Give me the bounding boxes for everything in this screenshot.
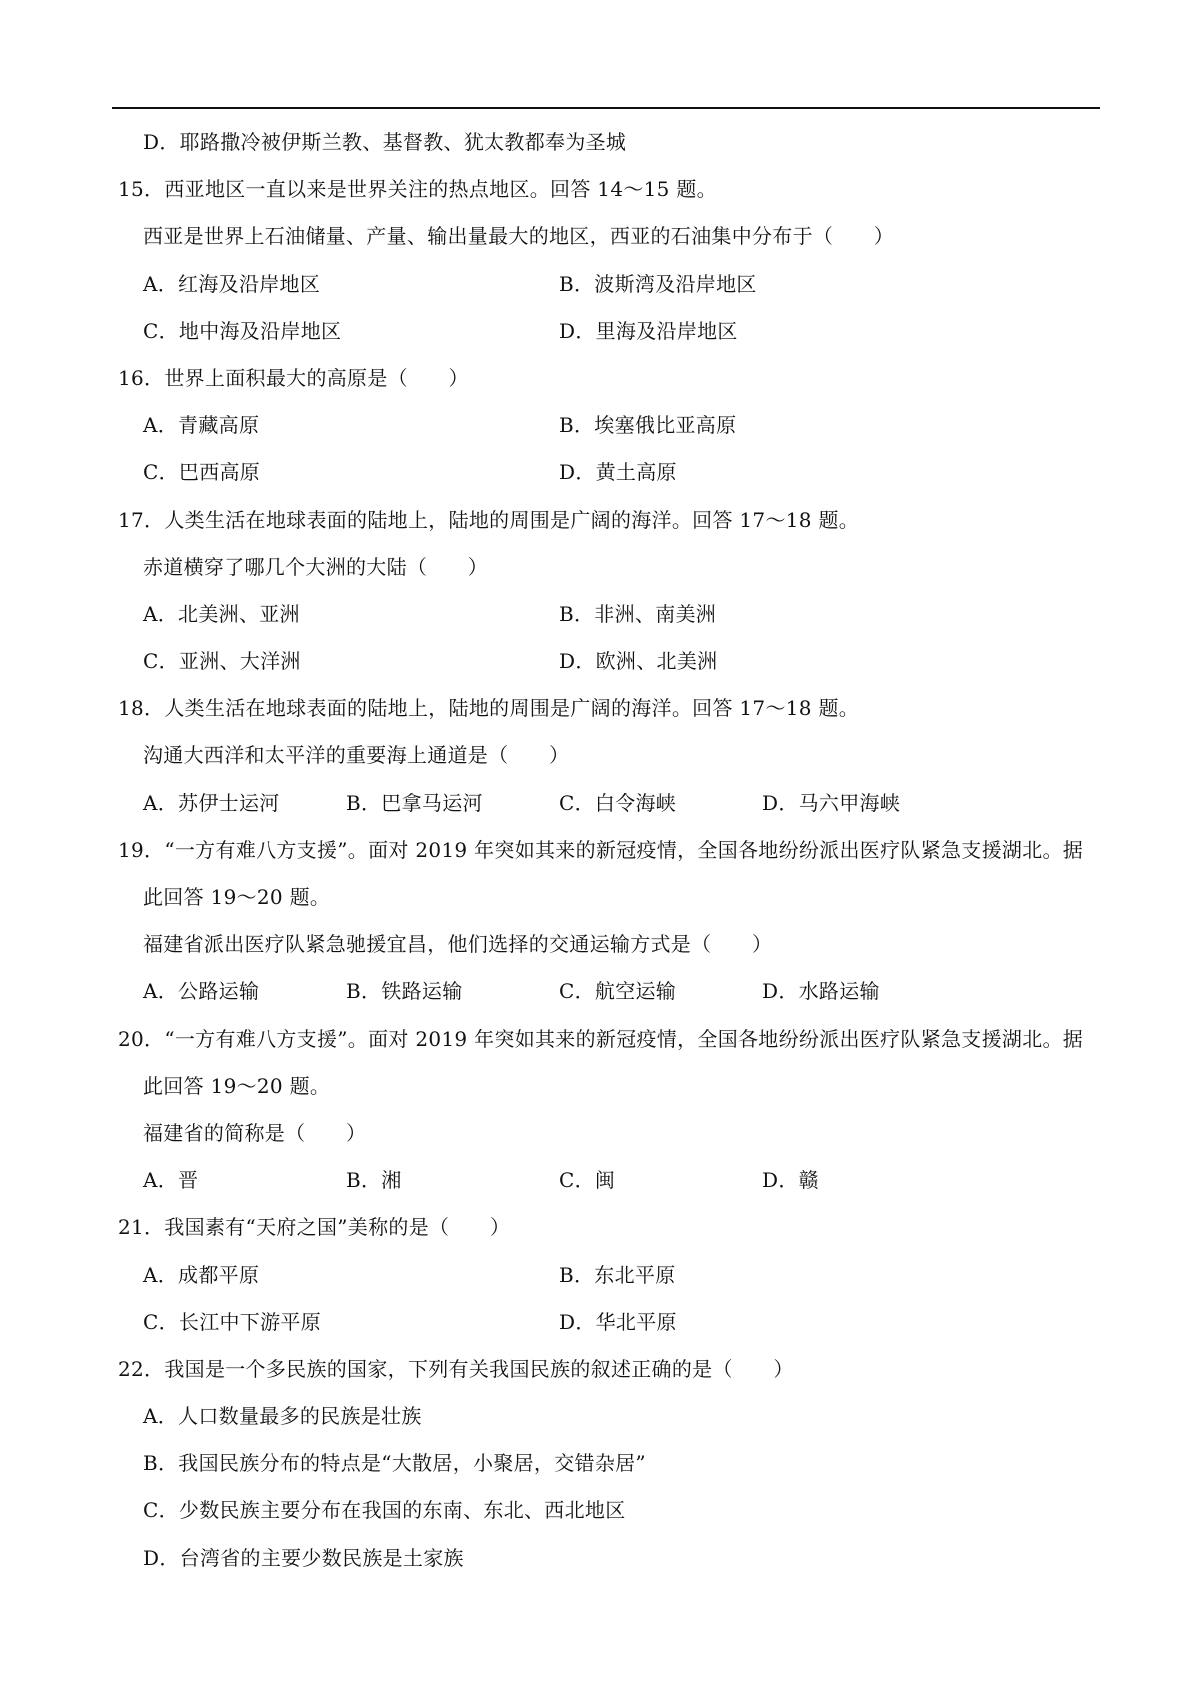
option-c[interactable]: C．亚洲、大洋洲 — [143, 649, 301, 674]
option-a[interactable]: A．公路运输 — [143, 979, 260, 1004]
question-stem: 18．人类生活在地球表面的陆地上，陆地的周围是广阔的海洋。回答 17～18 题。 — [118, 696, 860, 721]
option-d[interactable]: D．欧洲、北美洲 — [559, 649, 718, 674]
option-a[interactable]: A．北美洲、亚洲 — [143, 601, 300, 626]
options-row — [0, 780, 1200, 827]
option-a[interactable]: A．苏伊士运河 — [143, 790, 280, 815]
option-a[interactable]: A．青藏高原 — [143, 413, 260, 438]
question-16 — [0, 355, 1200, 497]
question-20 — [0, 1016, 1200, 1205]
option-d[interactable]: D．黄土高原 — [559, 460, 677, 485]
question-stem: 19．“一方有难八方支援”。面对 2019 年突如其来的新冠疫情，全国各地纷纷派出医疗队紧急支援湖北。据 — [118, 837, 1084, 862]
question-17 — [0, 497, 1200, 686]
option-a[interactable]: A．红海及沿岸地区 — [143, 271, 321, 296]
carryover-option: D．耶路撒冷被伊斯兰教、基督教、犹太教都奉为圣城 — [143, 130, 627, 154]
option-a[interactable]: A．人口数量最多的民族是壮族 — [143, 1404, 422, 1429]
option-b[interactable]: B．埃塞俄比亚高原 — [559, 413, 737, 438]
option-d[interactable]: D．台湾省的主要少数民族是土家族 — [143, 1545, 464, 1570]
option-b[interactable]: B．湘 — [346, 1168, 402, 1193]
option-d[interactable]: D．马六甲海峡 — [762, 790, 901, 815]
options-row — [0, 402, 1200, 449]
option-c[interactable]: C．航空运输 — [559, 979, 677, 1004]
option-b[interactable]: B．非洲、南美洲 — [559, 601, 717, 626]
question-19 — [0, 827, 1200, 1016]
question-21 — [0, 1204, 1200, 1346]
question-sub: 福建省派出医疗队紧急驰援宜昌，他们选择的交通运输方式是（ ） — [143, 932, 773, 957]
option-d[interactable]: D．水路运输 — [762, 979, 880, 1004]
question-stem-continued: 此回答 19～20 题。 — [143, 885, 331, 909]
question-sub: 西亚是世界上石油储量、产量、输出量最大的地区，西亚的石油集中分布于（ ） — [143, 224, 895, 249]
option-c[interactable]: C．地中海及沿岸地区 — [143, 318, 342, 343]
question-stem: 15．西亚地区一直以来是世界关注的热点地区。回答 14～15 题。 — [118, 177, 717, 202]
question-sub: 赤道横穿了哪几个大洲的大陆（ ） — [143, 554, 489, 579]
header-rule — [112, 107, 1100, 109]
option-c[interactable]: C．巴西高原 — [143, 460, 261, 485]
question-18 — [0, 685, 1200, 827]
option-c[interactable]: C．长江中下游平原 — [143, 1309, 322, 1334]
question-sub: 沟通大西洋和太平洋的重要海上通道是（ ） — [143, 743, 570, 768]
options-row — [0, 1299, 1200, 1346]
options-row — [0, 261, 1200, 308]
question-stem: 21．我国素有“天府之国”美称的是（ ） — [118, 1215, 511, 1240]
option-a[interactable]: A．晋 — [143, 1168, 199, 1193]
option-b[interactable]: B．铁路运输 — [346, 979, 463, 1004]
options-row — [0, 968, 1200, 1015]
option-c[interactable]: C．少数民族主要分布在我国的东南、东北、西北地区 — [143, 1498, 626, 1523]
options-row — [0, 638, 1200, 685]
question-sub: 福建省的简称是（ ） — [143, 1120, 367, 1145]
question-stem: 20．“一方有难八方支援”。面对 2019 年突如其来的新冠疫情，全国各地纷纷派出医疗队紧急支援湖北。据 — [118, 1026, 1084, 1051]
question-stem: 17．人类生活在地球表面的陆地上，陆地的周围是广阔的海洋。回答 17～18 题。 — [118, 507, 860, 532]
options-row — [0, 1157, 1200, 1204]
question-stem: 16．世界上面积最大的高原是（ ） — [118, 365, 469, 390]
question-15 — [0, 166, 1200, 355]
question-list — [0, 119, 1200, 1582]
options-row — [0, 591, 1200, 638]
question-stem-continued: 此回答 19～20 题。 — [143, 1073, 331, 1098]
option-c[interactable]: C．闽 — [559, 1168, 616, 1193]
options-row — [0, 308, 1200, 355]
option-c[interactable]: C．白令海峡 — [559, 790, 677, 815]
option-d[interactable]: D．华北平原 — [559, 1309, 677, 1334]
option-b[interactable]: B．东北平原 — [559, 1262, 676, 1287]
question-22 — [0, 1346, 1200, 1582]
question-stem: 22．我国是一个多民族的国家，下列有关我国民族的叙述正确的是（ ） — [118, 1356, 794, 1381]
options-row — [0, 1252, 1200, 1299]
options-row — [0, 449, 1200, 496]
option-b[interactable]: B．波斯湾及沿岸地区 — [559, 271, 757, 296]
option-b[interactable]: B．巴拿马运河 — [346, 790, 483, 815]
option-b[interactable]: B．我国民族分布的特点是“大散居，小聚居，交错杂居” — [143, 1451, 646, 1476]
option-d[interactable]: D．赣 — [762, 1168, 819, 1193]
option-d[interactable]: D．里海及沿岸地区 — [559, 318, 738, 343]
option-a[interactable]: A．成都平原 — [143, 1262, 260, 1287]
